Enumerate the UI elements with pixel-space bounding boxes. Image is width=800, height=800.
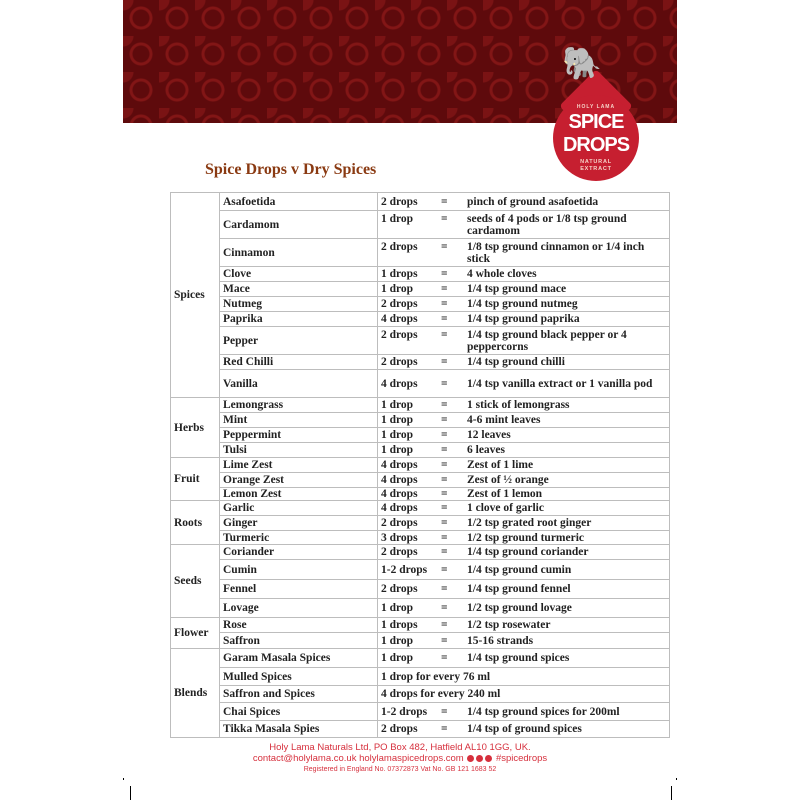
conversion-cell — [378, 545, 670, 560]
dry-equivalent: 1/4 tsp ground spices — [467, 652, 570, 664]
spice-name: Lemon Zest — [220, 488, 378, 501]
spice-name: Clove — [220, 267, 378, 282]
equals-sign: = — [441, 399, 448, 411]
equals-sign: = — [441, 240, 448, 253]
drops-amount: 2 drops — [381, 546, 418, 558]
table-row — [171, 703, 670, 721]
equals-sign: = — [441, 583, 448, 595]
conversion-cell — [378, 721, 670, 738]
equals-sign: = — [441, 429, 448, 441]
logo-name-line1: SPICE — [568, 111, 624, 133]
conversion-cell — [378, 686, 670, 703]
spice-name: Tulsi — [220, 443, 378, 458]
spice-name: Tikka Masala Spies — [220, 721, 378, 738]
dry-equivalent: 15-16 strands — [467, 634, 534, 647]
category-cell: Fruit — [171, 458, 220, 501]
drops-amount: 4 drops — [381, 488, 418, 500]
spice-name: Turmeric — [220, 531, 378, 545]
table-row — [171, 282, 670, 297]
conversion-cell — [378, 649, 670, 668]
table-row — [171, 327, 670, 355]
table-row — [171, 560, 670, 580]
conversion-cell — [378, 618, 670, 633]
dry-equivalent: seeds of 4 pods or 1/8 tsp ground cardamom — [467, 212, 627, 237]
equals-sign: = — [441, 602, 448, 614]
spice-name: Red Chilli — [220, 355, 378, 370]
dry-equivalent: 1/2 tsp ground lovage — [467, 602, 572, 614]
conversion-full: 4 drops for every 240 ml — [381, 688, 501, 700]
table-row — [171, 211, 670, 239]
spice-name: Cumin — [220, 560, 378, 580]
table-row — [171, 267, 670, 282]
category-cell: Spices — [171, 193, 220, 398]
drops-amount: 1 drop — [381, 399, 414, 411]
dry-equivalent: pinch of ground asafoetida — [467, 195, 599, 208]
conversion-cell — [378, 327, 670, 355]
conversion-cell — [378, 239, 670, 267]
dry-equivalent: 1/2 tsp rosewater — [467, 619, 551, 631]
spice-name: Peppermint — [220, 428, 378, 443]
table-row — [171, 545, 670, 560]
equals-sign: = — [441, 705, 448, 718]
drops-amount: 2 drops — [381, 517, 418, 529]
equals-sign: = — [441, 531, 448, 544]
equals-sign: = — [441, 444, 448, 456]
dry-equivalent: 1/8 tsp ground cinnamon or 1/4 inch stick — [467, 240, 645, 265]
conversion-cell — [378, 501, 670, 516]
equals-sign: = — [441, 502, 448, 514]
conversion-cell — [378, 413, 670, 428]
drops-amount: 2 drops — [381, 328, 418, 341]
spice-name: Cinnamon — [220, 239, 378, 267]
spice-name: Lovage — [220, 599, 378, 618]
drops-amount: 2 drops — [381, 356, 418, 368]
category-cell: Herbs — [171, 398, 220, 458]
equals-sign: = — [441, 313, 448, 325]
table-row — [171, 668, 670, 686]
equals-sign: = — [441, 652, 448, 664]
spice-name: Vanilla — [220, 370, 378, 398]
drops-amount: 1 drop — [381, 414, 414, 426]
conversion-table — [170, 192, 670, 738]
conversion-cell — [378, 599, 670, 618]
table-row — [171, 580, 670, 599]
dry-equivalent: 4-6 mint leaves — [467, 414, 541, 426]
dry-equivalent: 1/4 tsp ground fennel — [467, 583, 571, 595]
footer-address: Holy Lama Naturals Ltd, PO Box 482, Hatfield AL10 1GG, UK. — [269, 742, 531, 753]
dry-equivalent: 1/4 tsp of ground spices — [467, 723, 582, 735]
spice-name: Cardamom — [220, 211, 378, 239]
table-row — [171, 312, 670, 327]
spice-name: Lime Zest — [220, 458, 378, 473]
conversion-cell — [378, 488, 670, 501]
equals-sign: = — [441, 356, 448, 368]
facebook-icon — [485, 755, 492, 762]
equals-sign: = — [441, 212, 448, 225]
table-row — [171, 531, 670, 545]
spice-drops-logo — [548, 40, 648, 185]
spice-name: Garam Masala Spices — [220, 649, 378, 668]
footer-registration: Registered in England No. 07372873 Vat No. GB 121 1683 52 — [303, 766, 497, 773]
dry-equivalent: 1/4 tsp ground cumin — [467, 563, 572, 576]
elephant-icon: 🐘 — [562, 45, 602, 81]
table-row — [171, 516, 670, 531]
dry-equivalent: 1/4 tsp ground spices for 200ml — [467, 705, 620, 718]
table-row — [171, 633, 670, 649]
drops-amount: 2 drops — [381, 723, 418, 735]
footer-contact: contact@holylama.co.uk holylamaspicedrops.com — [252, 753, 464, 764]
equals-sign: = — [441, 563, 448, 576]
equals-sign: = — [441, 474, 448, 486]
logo-tagline — [548, 159, 644, 173]
drops-amount: 1 drop — [381, 283, 414, 295]
category-cell: Seeds — [171, 545, 220, 618]
spice-name: Orange Zest — [220, 473, 378, 488]
dry-equivalent: 1/4 tsp ground chilli — [467, 356, 565, 368]
drops-amount: 1 drop — [381, 602, 414, 614]
conversion-cell — [378, 560, 670, 580]
drops-amount: 1 drop — [381, 652, 414, 664]
category-cell: Blends — [171, 649, 220, 738]
equals-sign: = — [441, 488, 448, 500]
table-row — [171, 370, 670, 398]
table-row — [171, 686, 670, 703]
drops-amount: 1 drop — [381, 429, 414, 441]
drops-amount: 2 drops — [381, 240, 418, 253]
table-row — [171, 473, 670, 488]
footer-hashtag: #spicedrops — [495, 753, 548, 764]
table-row — [171, 618, 670, 633]
equals-sign: = — [441, 298, 448, 310]
table-row — [171, 501, 670, 516]
table-row — [171, 297, 670, 312]
spice-name: Mint — [220, 413, 378, 428]
crop-mark — [671, 786, 672, 800]
conversion-cell — [378, 580, 670, 599]
logo-brand: HOLY LAMA — [576, 104, 616, 110]
dry-equivalent: 1 stick of lemongrass — [467, 399, 570, 411]
dry-equivalent: 1 clove of garlic — [467, 502, 544, 514]
spice-name: Ginger — [220, 516, 378, 531]
spice-name: Saffron and Spices — [220, 686, 378, 703]
table-row — [171, 488, 670, 501]
table-row — [171, 443, 670, 458]
conversion-cell — [378, 668, 670, 686]
table-row — [171, 398, 670, 413]
equals-sign: = — [441, 517, 448, 529]
category-cell: Roots — [171, 501, 220, 545]
drops-amount: 1 drops — [381, 619, 418, 631]
equals-sign: = — [441, 634, 448, 647]
crop-mark — [676, 778, 677, 780]
dry-equivalent: 1/4 tsp ground paprika — [467, 313, 580, 325]
drops-amount: 4 drops — [381, 502, 418, 514]
drops-amount: 4 drops — [381, 459, 418, 471]
conversion-cell — [378, 282, 670, 297]
conversion-cell — [378, 473, 670, 488]
footer — [123, 742, 677, 775]
spice-name: Nutmeg — [220, 297, 378, 312]
spice-name: Chai Spices — [220, 703, 378, 721]
equals-sign: = — [441, 619, 448, 631]
spice-name: Coriander — [220, 545, 378, 560]
conversion-cell — [378, 633, 670, 649]
drops-amount: 1 drop — [381, 212, 414, 225]
footer-contact-line — [123, 753, 677, 764]
instagram-icon — [467, 755, 474, 762]
equals-sign: = — [441, 377, 448, 390]
equals-sign: = — [441, 328, 448, 341]
twitter-icon — [476, 755, 483, 762]
logo-tagline-line2: EXTRACT — [580, 166, 612, 172]
page-title: Spice Drops v Dry Spices — [205, 161, 377, 178]
equals-sign: = — [441, 283, 448, 295]
conversion-cell — [378, 355, 670, 370]
crop-mark — [123, 778, 124, 780]
equals-sign: = — [441, 546, 448, 558]
dry-equivalent: 6 leaves — [467, 444, 506, 456]
conversion-cell — [378, 267, 670, 282]
crop-mark — [130, 786, 131, 800]
dry-equivalent: 1/2 tsp grated root ginger — [467, 517, 592, 529]
equals-sign: = — [441, 459, 448, 471]
conversion-cell — [378, 458, 670, 473]
conversion-cell — [378, 312, 670, 327]
spice-name: Lemongrass — [220, 398, 378, 413]
conversion-cell — [378, 428, 670, 443]
dry-equivalent: Zest of 1 lime — [467, 459, 534, 471]
spice-name: Rose — [220, 618, 378, 633]
table-row — [171, 355, 670, 370]
drops-amount: 1 drop — [381, 634, 414, 647]
table-row — [171, 458, 670, 473]
conversion-cell — [378, 297, 670, 312]
dry-equivalent: 1/2 tsp ground turmeric — [467, 531, 585, 544]
dry-equivalent: Zest of 1 lemon — [467, 488, 543, 500]
drops-amount: 4 drops — [381, 313, 418, 325]
conversion-cell — [378, 516, 670, 531]
drops-amount: 2 drops — [381, 583, 418, 595]
spice-name: Fennel — [220, 580, 378, 599]
logo-tagline-line1: NATURAL — [580, 159, 612, 165]
spice-name: Mulled Spices — [220, 668, 378, 686]
spice-name: Asafoetida — [220, 193, 378, 211]
conversion-cell — [378, 193, 670, 211]
conversion-cell — [378, 370, 670, 398]
equals-sign: = — [441, 268, 448, 280]
drops-amount: 1-2 drops — [381, 563, 428, 576]
table-row — [171, 193, 670, 211]
dry-equivalent: 1/4 tsp ground black pepper or 4 peppercorns — [467, 328, 627, 353]
dry-equivalent: 4 whole cloves — [467, 268, 537, 280]
dry-equivalent: Zest of ½ orange — [467, 474, 549, 486]
equals-sign: = — [441, 414, 448, 426]
conversion-cell — [378, 398, 670, 413]
spice-name: Saffron — [220, 633, 378, 649]
equals-sign: = — [441, 195, 448, 208]
drops-amount: 1-2 drops — [381, 705, 428, 718]
spice-name: Pepper — [220, 327, 378, 355]
conversion-cell — [378, 211, 670, 239]
conversion-cell — [378, 531, 670, 545]
table-row — [171, 428, 670, 443]
drops-amount: 2 drops — [381, 195, 418, 208]
table-row — [171, 239, 670, 267]
equals-sign: = — [441, 723, 448, 735]
dry-equivalent: 1/4 tsp ground coriander — [467, 546, 589, 558]
drops-amount: 4 drops — [381, 474, 418, 486]
dry-equivalent: 1/4 tsp ground nutmeg — [467, 298, 578, 310]
dry-equivalent: 1/4 tsp ground mace — [467, 283, 567, 295]
table-row — [171, 599, 670, 618]
logo-name — [548, 111, 644, 157]
drops-amount: 3 drops — [381, 531, 418, 544]
drops-amount: 1 drop — [381, 444, 414, 456]
dry-equivalent: 12 leaves — [467, 429, 511, 441]
drops-amount: 2 drops — [381, 298, 418, 310]
table-row — [171, 649, 670, 668]
conversion-cell — [378, 443, 670, 458]
conversion-full: 1 drop for every 76 ml — [381, 670, 491, 683]
drops-amount: 4 drops — [381, 377, 418, 390]
drops-amount: 1 drops — [381, 268, 418, 280]
spice-name: Paprika — [220, 312, 378, 327]
spice-name: Garlic — [220, 501, 378, 516]
category-cell: Flower — [171, 618, 220, 649]
spice-name: Mace — [220, 282, 378, 297]
dry-equivalent: 1/4 tsp vanilla extract or 1 vanilla pod — [467, 377, 653, 390]
conversion-cell — [378, 703, 670, 721]
table-row — [171, 413, 670, 428]
table-row — [171, 721, 670, 738]
logo-name-line2: DROPS — [562, 134, 630, 156]
